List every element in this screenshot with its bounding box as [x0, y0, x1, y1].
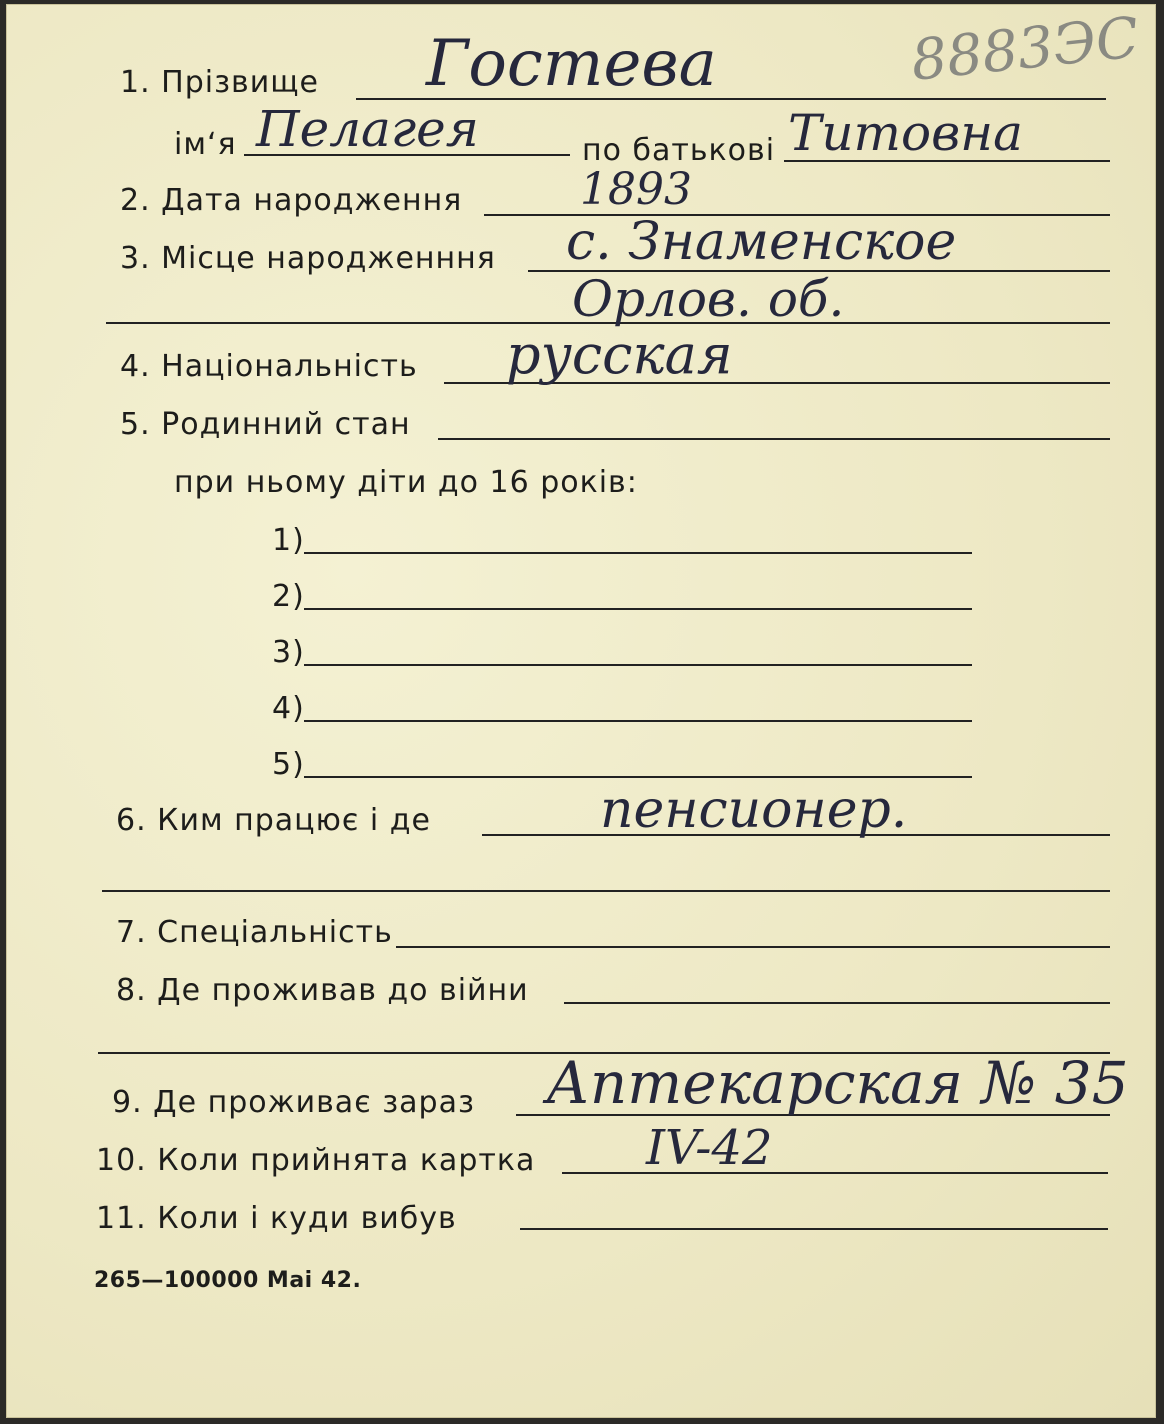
name-value[interactable]: Пелагея: [256, 100, 479, 158]
child-3-label: 3): [272, 635, 305, 670]
archive-number: 8883ЭС: [908, 5, 1142, 94]
card-date-label: 10. Коли прийнята картка: [96, 1143, 536, 1178]
birth-place-value-1[interactable]: с. Знаменское: [566, 212, 957, 272]
prewar-residence-line-1: [564, 1002, 1110, 1004]
surname-label: 1. Прізвище: [120, 65, 319, 100]
registration-card: [6, 4, 1156, 1418]
child-5-label: 5): [272, 747, 305, 782]
child-4-line: [304, 720, 972, 722]
child-1-label: 1): [272, 523, 305, 558]
patronymic-label: по батькові: [582, 133, 776, 168]
card-date-line: [562, 1172, 1108, 1174]
specialty-line: [396, 946, 1110, 948]
card-date-value[interactable]: IV-42: [646, 1120, 773, 1176]
prewar-residence-label: 8. Де проживав до війни: [116, 973, 529, 1008]
name-label: ім‘я: [174, 127, 237, 162]
specialty-label: 7. Спеціальність: [116, 915, 393, 950]
child-2-line: [304, 608, 972, 610]
birth-place-label: 3. Місце народженння: [120, 241, 496, 276]
marital-status-line: [438, 438, 1110, 440]
children-header: при ньому діти до 16 років:: [174, 465, 638, 500]
child-3-line: [304, 664, 972, 666]
child-5-line: [304, 776, 972, 778]
departure-line: [520, 1228, 1108, 1230]
surname-value[interactable]: Гостева: [426, 27, 717, 101]
birth-date-value[interactable]: 1893: [580, 164, 692, 215]
child-4-label: 4): [272, 691, 305, 726]
birth-place-value-2[interactable]: Орлов. об.: [572, 270, 845, 328]
occupation-value[interactable]: пенсионер.: [600, 780, 908, 840]
departure-label: 11. Коли і куди вибув: [96, 1201, 457, 1236]
marital-status-label: 5. Родинний стан: [120, 407, 411, 442]
patronymic-value[interactable]: Титовна: [788, 104, 1023, 162]
child-1-line: [304, 552, 972, 554]
occupation-label: 6. Ким працює і де: [116, 803, 431, 838]
nationality-value[interactable]: русская: [506, 323, 733, 386]
occupation-line-2: [102, 890, 1110, 892]
print-code: 265—100000 Mai 42.: [94, 1268, 362, 1293]
current-residence-label: 9. Де проживає зараз: [112, 1085, 475, 1120]
nationality-label: 4. Національність: [120, 349, 418, 384]
birth-date-label: 2. Дата народження: [120, 183, 463, 218]
current-residence-value[interactable]: Аптекарская № 35: [546, 1049, 1129, 1117]
child-2-label: 2): [272, 579, 305, 614]
